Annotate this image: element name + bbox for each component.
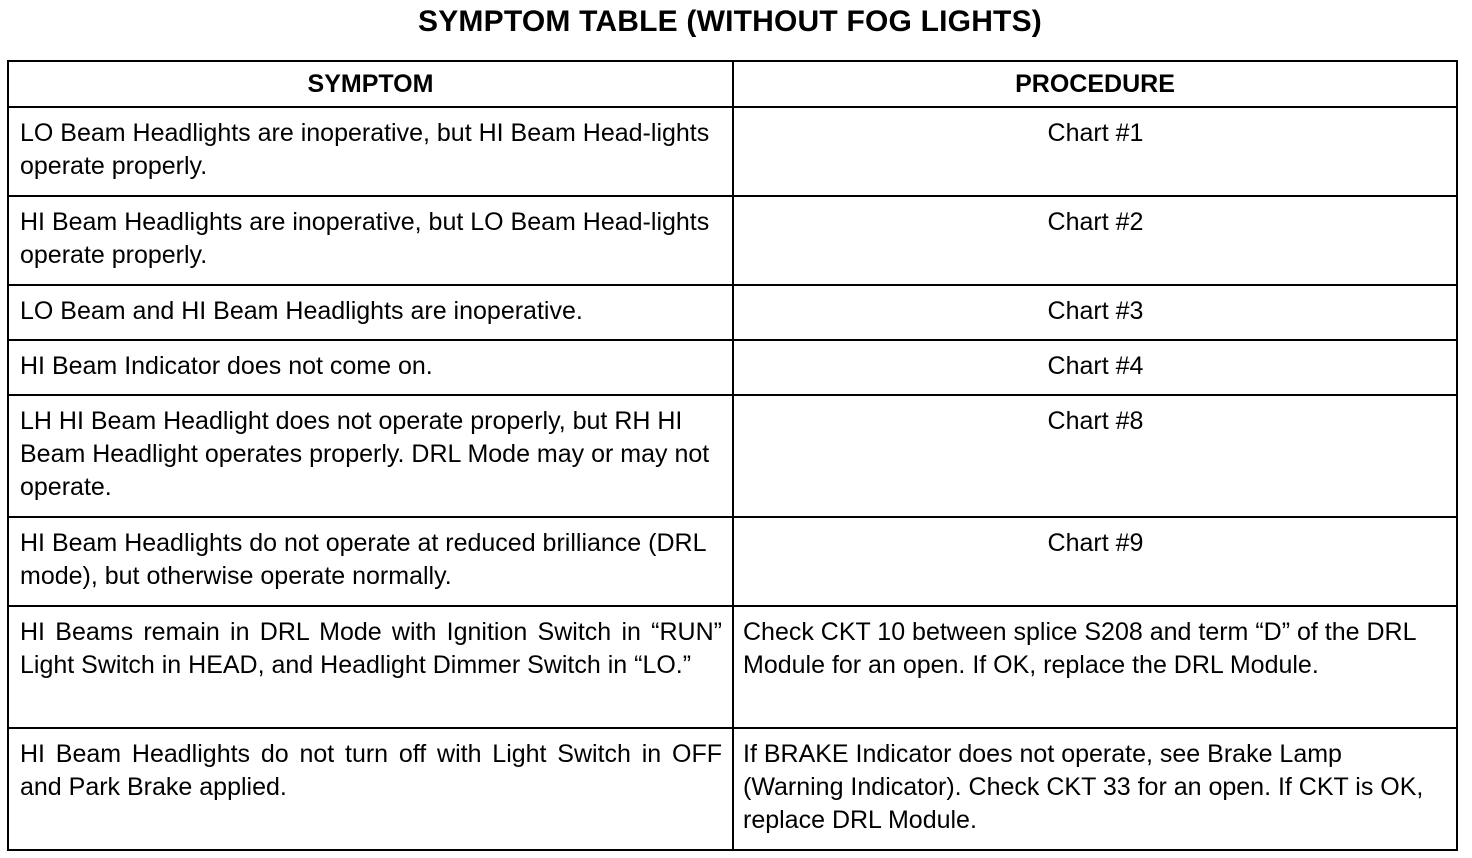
symptom-cell: LO Beam and HI Beam Headlights are inoperative.: [8, 285, 733, 340]
table-row: [8, 285, 1457, 340]
procedure-cell: If BRAKE Indicator does not operate, see Brake Lamp (Warning Indicator). Check CKT 33 for an open. If CKT is OK, replace DRL Module.: [733, 728, 1457, 850]
procedure-cell: Chart #1: [733, 107, 1457, 196]
symptom-cell: HI Beam Headlights do not operate at reduced brilliance (DRL mode), but otherwise operate normally.: [8, 517, 733, 606]
symptom-cell: HI Beam Headlights are inoperative, but LO Beam Head-lights operate properly.: [8, 196, 733, 285]
table-row: [8, 606, 1457, 728]
table-header-row: [8, 61, 1457, 107]
symptom-cell: LO Beam Headlights are inoperative, but HI Beam Head-lights operate properly.: [8, 107, 733, 196]
table-row: [8, 395, 1457, 517]
page-title: SYMPTOM TABLE (WITHOUT FOG LIGHTS): [418, 5, 1042, 38]
symptom-cell: LH HI Beam Headlight does not operate properly, but RH HI Beam Headlight operates properly. DRL Mode may or may not operate.: [8, 395, 733, 517]
procedure-cell: Chart #4: [733, 340, 1457, 395]
column-header-procedure: PROCEDURE: [733, 61, 1457, 107]
procedure-cell: Chart #2: [733, 196, 1457, 285]
symptom-cell: HI Beams remain in DRL Mode with Ignition Switch in “RUN” Light Switch in HEAD, and Headlight Dimmer Switch in “LO.”: [8, 606, 733, 728]
symptom-cell: HI Beam Indicator does not come on.: [8, 340, 733, 395]
procedure-cell: Check CKT 10 between splice S208 and term “D” of the DRL Module for an open. If OK, replace the DRL Module.: [733, 606, 1457, 728]
symptom-table: [7, 60, 1458, 851]
table-row: [8, 517, 1457, 606]
procedure-cell: Chart #9: [733, 517, 1457, 606]
symptom-cell: HI Beam Headlights do not turn off with Light Switch in OFF and Park Brake applied.: [8, 728, 733, 850]
table-row: [8, 340, 1457, 395]
table-row: [8, 728, 1457, 850]
procedure-cell: Chart #3: [733, 285, 1457, 340]
table-row: [8, 107, 1457, 196]
table-row: [8, 196, 1457, 285]
column-header-symptom: SYMPTOM: [8, 61, 733, 107]
procedure-cell: Chart #8: [733, 395, 1457, 517]
